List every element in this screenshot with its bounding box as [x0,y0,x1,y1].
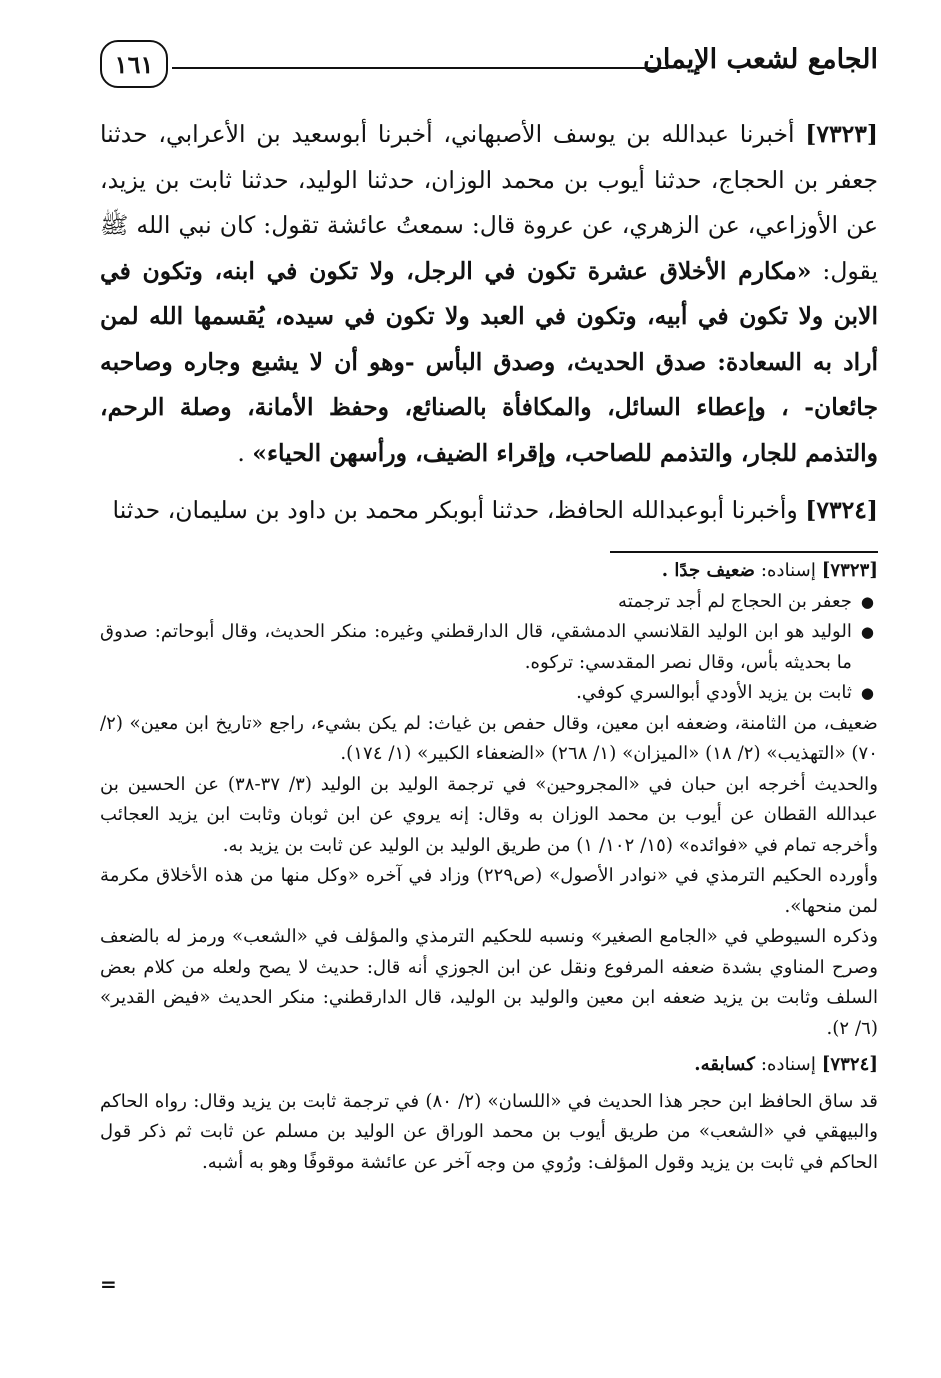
list-item [100,587,878,618]
footnote-paragraph: ضعيف، من الثامنة، وضعفه ابن معين، وقال حفص بن غياث: لم يكن بشيء، راجع «تاريخ ابن معين» (٢/ ٧٠) «التهذيب» (٢/ ١٨) «الميزان» (١/ ٢٦٨) «الضعفاء الكبير» (١/ ١٧٤). [100,712,878,764]
footnote-label: إسناده: [755,560,822,581]
bullet-icon: ● [860,623,874,641]
bullet-icon: ● [860,592,874,611]
footnote-paragraph: قد ساق الحافظ ابن حجر هذا الحديث في «اللسان» (٢/ ٨٠) في ترجمة ثابت بن يزيد وقال: رواه الحاكم والبيهقي في «الشعب» من طريق أيوب بن محمد الوراق عن الوليد بن مسلم عن ثابت ثم ذكر قول الحاكم في ثابت بن يزيد وقول المؤلف: ورُوي من وجه آخر عن عائشة موقوفًا وهو به أشبه. [100,1090,878,1173]
list-item [100,678,878,709]
hadith-matn: «مكارم الأخلاق عشرة تكون في الرجل، ولا تكون في ابنه، وتكون في الابن ولا تكون في أبيه، وتكون في العبد ولا تكون في سيده، يُقسمها الله لمن أراد به السعادة: صدق الحديث، وصدق البأس -وهو أن لا يشبع وجاره وصاحبه جائعان- ، وإعطاء السائل، والمكافأة بالصنائع، وحفظ الأمانة، وصلة الرحم، والتذمم للجار، والتذمم للصاحب، وإقراء الضيف، ورأسهن الحياء» [100,256,878,467]
page-header [100,38,878,94]
list-item-text: ثابت بن يزيد الأودي أبوالسري كوفي. [576,682,852,703]
footnote-verdict: كسابقه. [694,1054,756,1075]
footnote-paragraph: وذكره السيوطي في «الجامع الصغير» ونسبه للحكيم الترمذي والمؤلف في «الشعب» ورمز له بالضعف وصرح المناوي بشدة ضعفه المرفوع ونقل عن ابن الجوزي أنه قال: حديث لا يصح ولعله من كلام بعض السلف وثابت بن يزيد ضعفه ابن معين والوليد بن الوليد، قال الدارقطني: منكر الحديث «فيض القدير» (٦/ ٢). [100,926,878,1039]
footnote-verdict: ضعيف جدًا . [661,560,756,581]
list-item [100,617,878,678]
hadith-number: [٧٣٢٤] [805,496,878,524]
hadith-entry [100,112,878,476]
list-item-text: الوليد هو ابن الوليد القلانسي الدمشقي، قال الدارقطني وغيره: منكر الحديث، وقال أبوحاتم: صدوق ما بحديثه بأس، وقال نصر المقدسي: تركوه. [100,621,852,673]
header-rule [172,67,668,69]
hadith-isnad: وأخبرنا أبوعبدالله الحافظ، حدثنا أبوبكر محمد بن داود بن سليمان، حدثنا [112,496,806,524]
footnote-heading [100,556,878,587]
narrator-list [100,587,878,709]
hadith-entry [100,488,878,534]
hadith-end: . [237,438,253,467]
footnote-number: [٧٣٢٤] [821,1054,878,1075]
continuation-mark: = [100,1272,117,1296]
list-item-text: جعفر بن الحجاج لم أجد ترجمته [617,590,852,612]
footnote-paragraph: وأورده الحكيم الترمذي في «نوادر الأصول» (ص٢٢٩) وزاد في آخره «وكل منها من هذه الأخلاق مكرمة لمن منحها». [100,865,878,917]
main-text [100,112,878,534]
bullet-icon: ● [860,684,874,702]
hadith-isnad: أخبرنا عبدالله بن يوسف الأصبهاني، أخبرنا أبوسعيد بن الأعرابي، حدثنا جعفر بن الحجاج، حدثنا أيوب بن محمد الوزان، حدثنا الوليد، حدثنا ثابت بن يزيد، عن الأوزاعي، عن الزهري، عن عروة قال: سمعتُ عائشة تقول: كان نبي الله ﷺ يقول: [100,120,878,285]
hadith-number: [٧٣٢٣] [805,120,878,148]
page-number: ١٦١ [100,40,168,88]
footnote-number: [٧٣٢٣] [821,560,878,581]
footnote-paragraph: والحديث أخرجه ابن حبان في «المجروحين» في ترجمة الوليد بن الوليد (٣/ ٣٧-٣٨) عن الحسين بن عبدالله القطان عن أيوب بن محمد الوزان به وقال: إنه يروي عن ابن ثوبان وثابت ابن يزيد العجائب وأخرجه تمام في «فوائده» (١٥/ ١٠٢/ ١) من طريق الوليد بن الوليد عن ثابت بن يزيد به. [100,773,878,856]
footnote-heading [100,1050,878,1081]
footnote-label: إسناده: [755,1054,822,1075]
footnotes [100,556,878,1178]
book-title: الجامع لشعب الإيمان [643,44,878,75]
footnote-divider [610,551,878,553]
